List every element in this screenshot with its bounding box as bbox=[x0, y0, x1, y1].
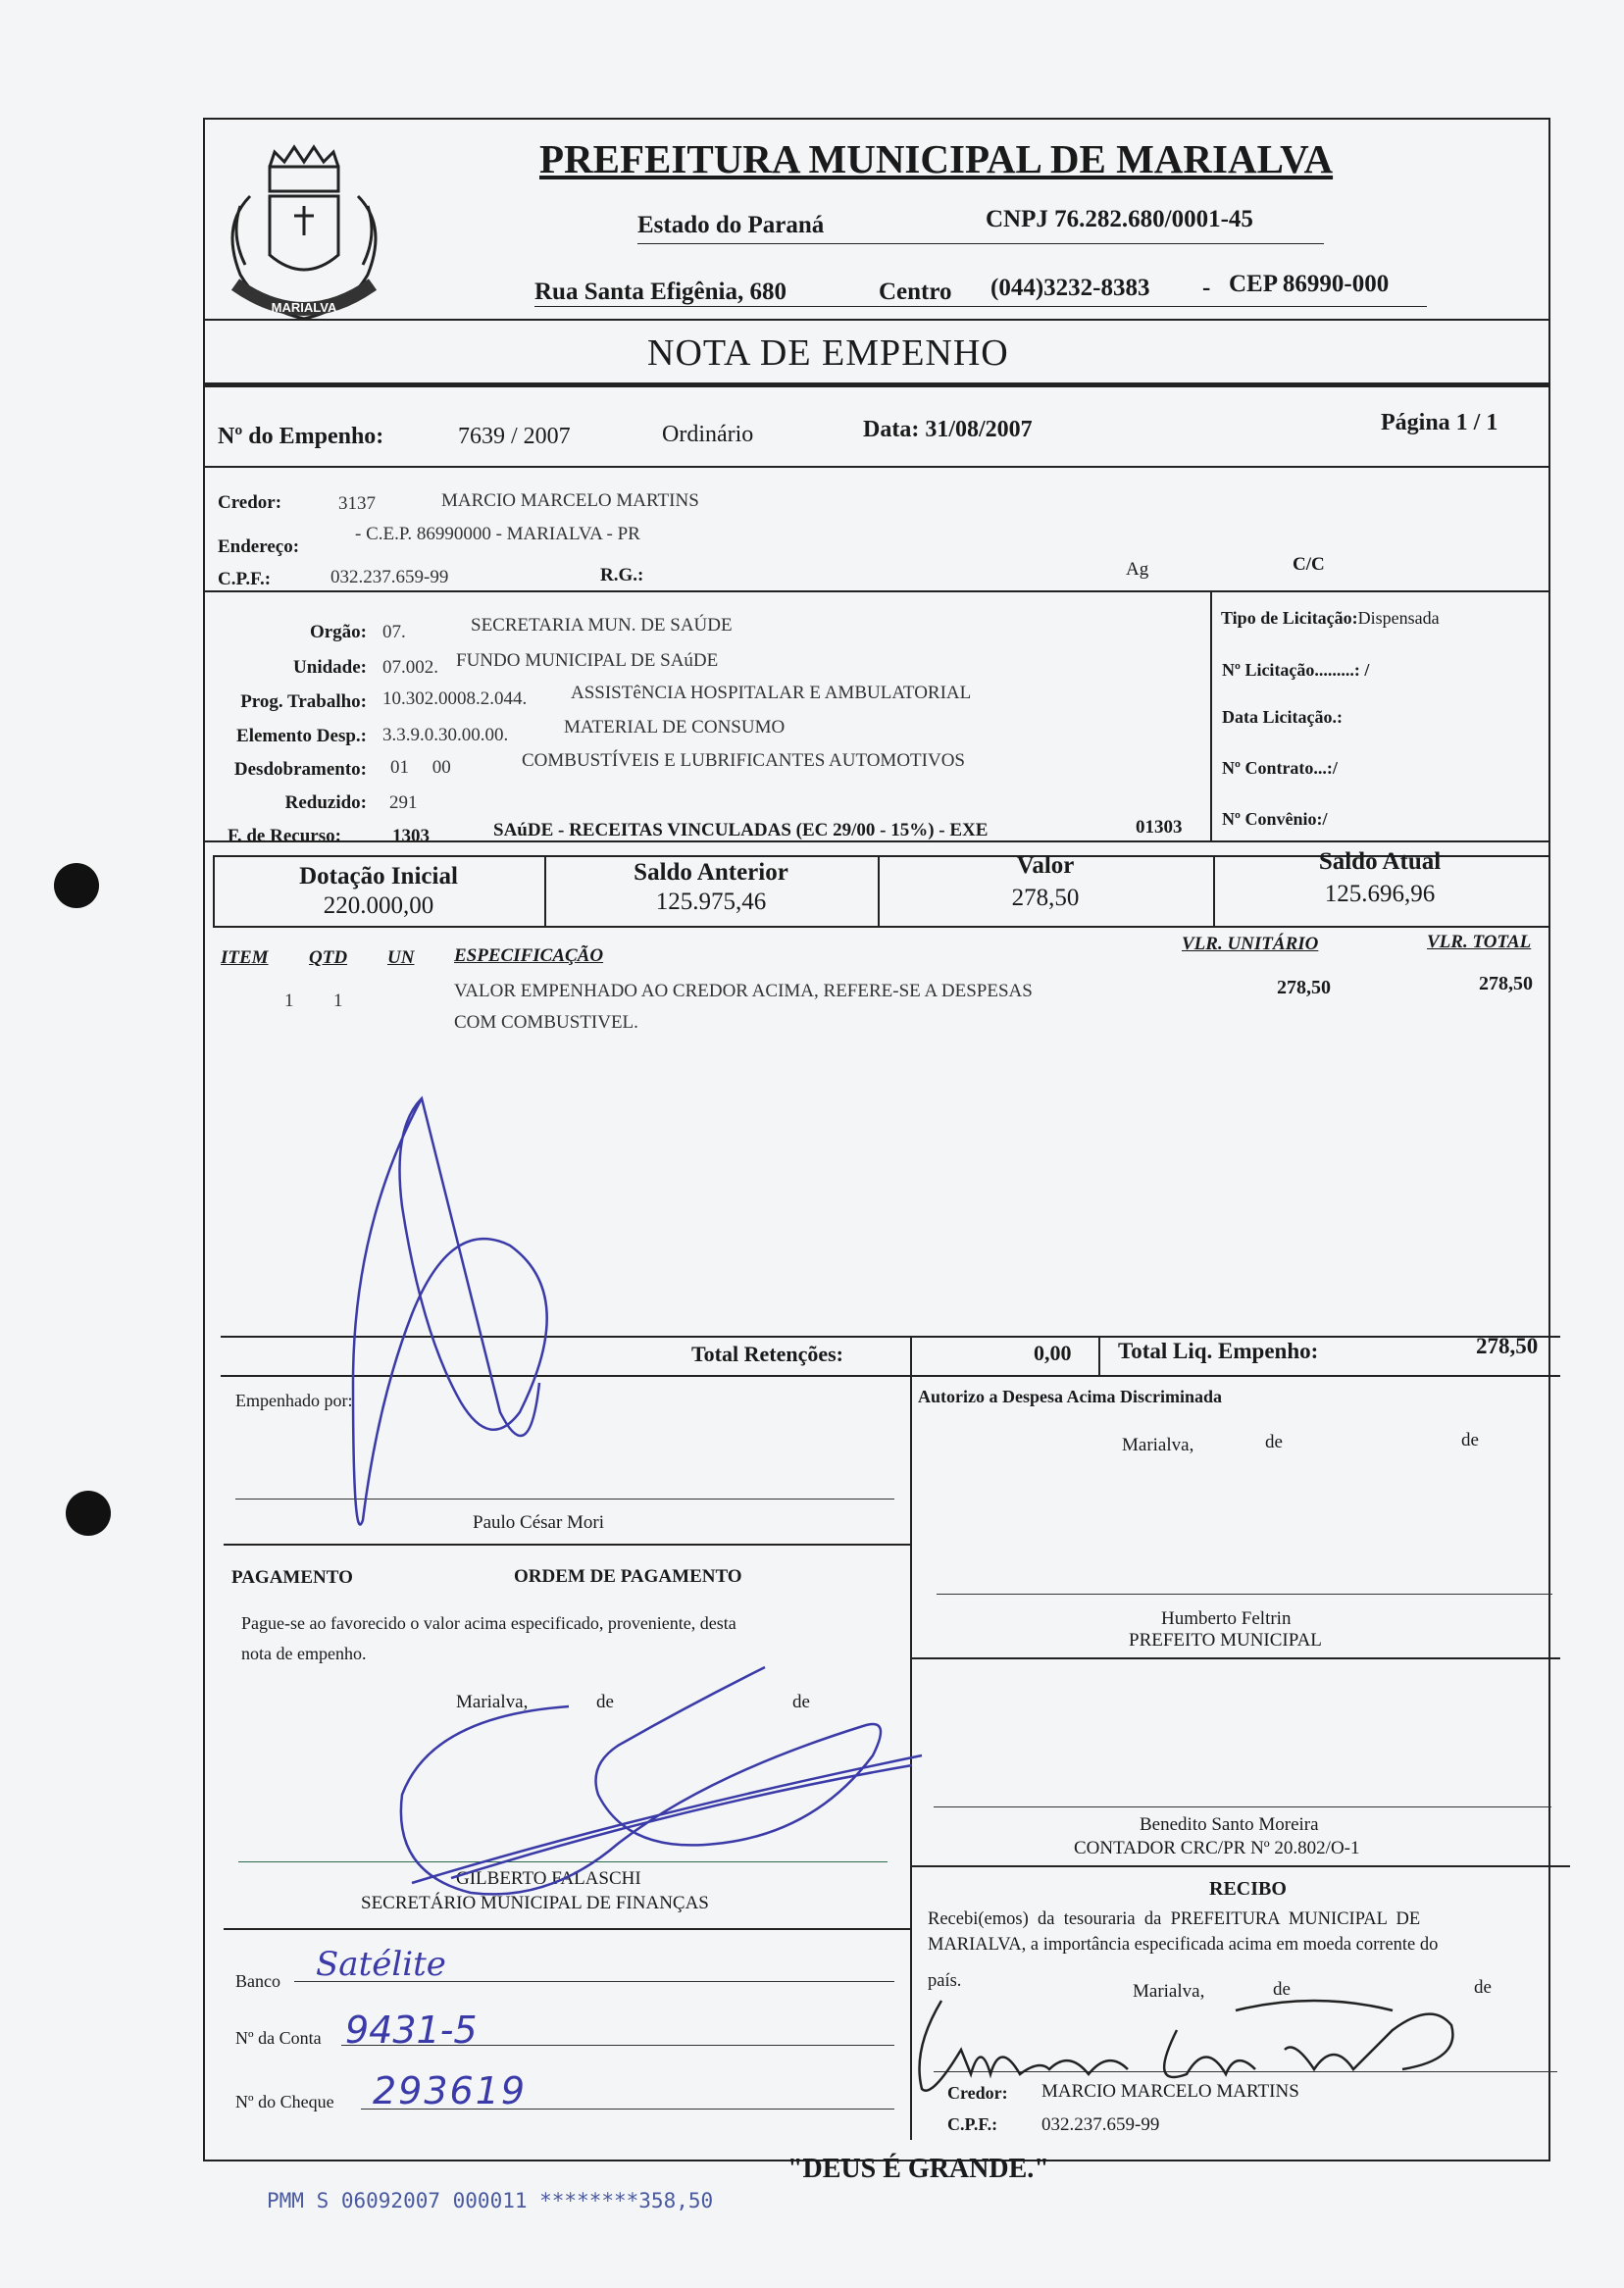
recibo-city: Marialva, bbox=[1133, 1981, 1205, 2002]
empenho-label: Nº do Empenho: bbox=[218, 424, 384, 449]
divider bbox=[203, 382, 1548, 387]
recurso-code: 1303 bbox=[392, 826, 430, 846]
prefeito-name: Humberto Feltrin bbox=[1161, 1608, 1292, 1629]
recibo-title: RECIBO bbox=[1209, 1878, 1287, 1900]
divider bbox=[213, 926, 1548, 928]
desdobramento-desc: COMBUSTÍVEIS E LUBRIFICANTES AUTOMOTIVOS bbox=[522, 750, 965, 771]
pagamento-de1: de bbox=[596, 1692, 614, 1712]
conta-label: Nº da Conta bbox=[235, 2028, 322, 2048]
header-street: Rua Santa Efigênia, 680 bbox=[534, 279, 787, 305]
empenho-date: Data: 31/08/2007 bbox=[863, 417, 1033, 442]
recibo-signature-line bbox=[934, 2071, 1557, 2072]
saldo-atual-value: 125.696,96 bbox=[1324, 881, 1436, 907]
header-cnpj: CNPJ 76.282.680/0001-45 bbox=[986, 206, 1253, 232]
unidade-code: 07.002. bbox=[382, 657, 438, 678]
secretario-name: GILBERTO FALASCHI bbox=[456, 1868, 641, 1889]
data-licitacao: Data Licitação.: bbox=[1222, 707, 1343, 727]
orgao-label: Orgão: bbox=[309, 622, 367, 642]
saldo-anterior-label: Saldo Anterior bbox=[634, 859, 788, 886]
col-header-total: VLR. TOTAL bbox=[1427, 932, 1532, 952]
pagamento-text-line1: Pague-se ao favorecido o valor acima especificado, proveniente, desta bbox=[241, 1613, 736, 1633]
header-dash: - bbox=[1202, 275, 1211, 301]
divider bbox=[910, 1865, 1570, 1867]
reduzido-code: 291 bbox=[389, 792, 418, 813]
numero-convenio: Nº Convênio:/ bbox=[1222, 809, 1328, 829]
empenho-type: Ordinário bbox=[662, 422, 754, 447]
saldo-anterior-value: 125.975,46 bbox=[655, 889, 767, 915]
banco-value: Satélite bbox=[316, 1945, 446, 1984]
cheque-line bbox=[361, 2109, 894, 2110]
orgao-code: 07. bbox=[382, 622, 406, 642]
divider bbox=[910, 1657, 1560, 1659]
recibo-de2: de bbox=[1474, 1977, 1492, 1998]
elemento-label: Elemento Desp.: bbox=[236, 726, 367, 746]
recurso-desc: SAúDE - RECEITAS VINCULADAS (EC 29/00 - 15%) - EXE bbox=[493, 820, 989, 840]
empenhado-label: Empenhado por: bbox=[235, 1391, 353, 1410]
retencoes-value: 0,00 bbox=[1034, 1341, 1072, 1365]
item-spec-line2: COM COMBUSTIVEL. bbox=[454, 1012, 638, 1033]
item-unit-value: 278,50 bbox=[1277, 977, 1331, 998]
header-cep: CEP 86990-000 bbox=[1229, 271, 1390, 297]
punch-hole bbox=[66, 1491, 111, 1536]
recibo-cpf-label: C.P.F.: bbox=[947, 2114, 998, 2134]
empenhado-name: Paulo César Mori bbox=[473, 1512, 605, 1533]
numero-contrato: Nº Contrato...:/ bbox=[1222, 758, 1338, 778]
desdobramento-code: 01 00 bbox=[390, 757, 451, 778]
empenho-number: 7639 / 2007 bbox=[458, 424, 571, 449]
liquido-value: 278,50 bbox=[1476, 1334, 1539, 1358]
conta-value: 9431-5 bbox=[345, 2008, 478, 2052]
item-number: 1 bbox=[284, 991, 294, 1011]
cheque-label: Nº do Cheque bbox=[235, 2092, 334, 2111]
contador-signature-line bbox=[934, 1806, 1551, 1807]
footer-stamp: PMM S 06092007 000011 ********358,50 bbox=[267, 2189, 714, 2212]
credor-cpf: 032.237.659-99 bbox=[330, 567, 449, 587]
autorizo-label: Autorizo a Despesa Acima Discriminada bbox=[918, 1387, 1222, 1406]
address-label: Endereço: bbox=[218, 536, 300, 557]
unidade-label: Unidade: bbox=[293, 657, 367, 678]
ag-label: Ag bbox=[1126, 559, 1149, 580]
tipo-licitacao-value: Dispensada bbox=[1357, 608, 1440, 628]
col-header-spec: ESPECIFICAÇÃO bbox=[454, 945, 604, 966]
liquido-label: Total Liq. Empenho: bbox=[1118, 1339, 1319, 1363]
col-header-unit: VLR. UNITÁRIO bbox=[1182, 934, 1319, 954]
divider bbox=[1210, 590, 1212, 840]
contador-role: CONTADOR CRC/PR Nº 20.802/O-1 bbox=[1074, 1838, 1360, 1858]
prefeito-role: PREFEITO MUNICIPAL bbox=[1129, 1630, 1322, 1651]
secretario-role: SECRETÁRIO MUNICIPAL DE FINANÇAS bbox=[361, 1893, 709, 1913]
saldo-atual-label: Saldo Atual bbox=[1318, 848, 1442, 875]
divider bbox=[910, 1336, 912, 2140]
city-crest-icon bbox=[211, 137, 397, 333]
banco-label: Banco bbox=[235, 1971, 280, 1991]
pagamento-city: Marialva, bbox=[456, 1692, 529, 1712]
retencoes-label: Total Retenções: bbox=[691, 1342, 843, 1366]
prog-trabalho-code: 10.302.0008.2.044. bbox=[382, 688, 528, 709]
autorizo-de2: de bbox=[1461, 1430, 1479, 1450]
credor-label: Credor: bbox=[218, 492, 282, 513]
header-title: PREFEITURA MUNICIPAL DE MARIALVA bbox=[539, 136, 1334, 181]
pagamento-label: PAGAMENTO bbox=[231, 1567, 353, 1588]
item-qty: 1 bbox=[333, 991, 343, 1011]
divider bbox=[221, 1375, 1560, 1377]
punch-hole bbox=[54, 863, 99, 908]
prog-trabalho-label: Prog. Trabalho: bbox=[240, 691, 367, 712]
col-header-item: ITEM bbox=[221, 947, 269, 968]
ordem-pagamento-label: ORDEM DE PAGAMENTO bbox=[514, 1566, 742, 1587]
page-number: Página 1 / 1 bbox=[1381, 410, 1498, 435]
dotacao-value: 220.000,00 bbox=[323, 892, 434, 919]
divider bbox=[203, 590, 1548, 592]
divider bbox=[203, 840, 1548, 842]
contador-name: Benedito Santo Moreira bbox=[1140, 1814, 1319, 1835]
recibo-text-line1: Recebi(emos) da tesouraria da PREFEITURA MUNICIPAL DE bbox=[928, 1909, 1421, 1929]
dotacao-label: Dotação Inicial bbox=[299, 863, 458, 890]
cc-label: C/C bbox=[1293, 554, 1325, 575]
header-state: Estado do Paraná bbox=[637, 212, 825, 238]
recibo-credor-label: Credor: bbox=[947, 2083, 1008, 2103]
col-header-un: UN bbox=[387, 947, 415, 968]
recibo-text-line2: MARIALVA, a importância especificada acima em moeda corrente do bbox=[928, 1935, 1439, 1955]
reduzido-label: Reduzido: bbox=[284, 792, 367, 813]
recurso-code2: 01303 bbox=[1136, 817, 1183, 838]
prefeito-signature-line bbox=[937, 1594, 1552, 1595]
tipo-licitacao-label: Tipo de Licitação:Dispensada bbox=[1221, 608, 1440, 628]
recibo-text-line3: país. bbox=[928, 1971, 962, 1991]
pagamento-signature-line bbox=[238, 1861, 888, 1862]
credor-name: MARCIO MARCELO MARTINS bbox=[441, 490, 699, 511]
header-district: Centro bbox=[879, 279, 952, 305]
prog-trabalho-desc: ASSISTêNCIA HOSPITALAR E AMBULATORIAL bbox=[571, 683, 972, 703]
recurso-label: F. de Recurso: bbox=[228, 826, 341, 846]
recibo-credor-name: MARCIO MARCELO MARTINS bbox=[1041, 2081, 1299, 2102]
desdobramento-label: Desdobramento: bbox=[233, 759, 367, 780]
elemento-desc: MATERIAL DE CONSUMO bbox=[564, 717, 786, 737]
unidade-desc: FUNDO MUNICIPAL DE SAúDE bbox=[456, 650, 719, 671]
numero-licitacao: Nº Licitação.........: / bbox=[1222, 660, 1370, 680]
cpf-label: C.P.F.: bbox=[218, 569, 272, 589]
empenhado-signature-line bbox=[235, 1499, 894, 1500]
divider bbox=[221, 1336, 1560, 1338]
divider bbox=[224, 1544, 910, 1546]
item-total-value: 278,50 bbox=[1479, 973, 1533, 994]
credor-code: 3137 bbox=[338, 493, 376, 514]
pagamento-text-line2: nota de empenho. bbox=[241, 1644, 367, 1663]
header-state-underline bbox=[637, 243, 1324, 244]
recibo-de1: de bbox=[1273, 1979, 1291, 2000]
svg-text:MARIALVA: MARIALVA bbox=[271, 300, 337, 315]
valor-label: Valor bbox=[1016, 852, 1075, 879]
document-title: NOTA DE EMPENHO bbox=[647, 332, 1009, 374]
elemento-code: 3.3.9.0.30.00.00. bbox=[382, 725, 509, 745]
divider bbox=[203, 466, 1548, 468]
item-spec-line1: VALOR EMPENHADO AO CREDOR ACIMA, REFERE-SE A DESPESAS bbox=[454, 981, 1033, 1001]
divider bbox=[1098, 1336, 1100, 1375]
divider bbox=[224, 1928, 910, 1930]
recibo-cpf: 032.237.659-99 bbox=[1041, 2114, 1160, 2135]
autorizo-city: Marialva, bbox=[1122, 1435, 1194, 1455]
valor-value: 278,50 bbox=[1011, 885, 1080, 911]
rg-label: R.G.: bbox=[600, 565, 644, 585]
credor-address: - C.E.P. 86990000 - MARIALVA - PR bbox=[355, 524, 640, 544]
footer-motto: "DEUS É GRANDE." bbox=[787, 2154, 1049, 2184]
header-phone: (044)3232-8383 bbox=[990, 275, 1150, 301]
divider bbox=[203, 319, 1548, 321]
pagamento-de2: de bbox=[792, 1692, 810, 1712]
cheque-value: 293619 bbox=[373, 2069, 528, 2112]
header-street-underline bbox=[534, 306, 1427, 307]
conta-line bbox=[341, 2045, 894, 2046]
orgao-desc: SECRETARIA MUN. DE SAÚDE bbox=[471, 615, 733, 636]
banco-line bbox=[294, 1981, 894, 1982]
col-header-qtd: QTD bbox=[309, 947, 348, 968]
autorizo-de1: de bbox=[1265, 1432, 1283, 1452]
